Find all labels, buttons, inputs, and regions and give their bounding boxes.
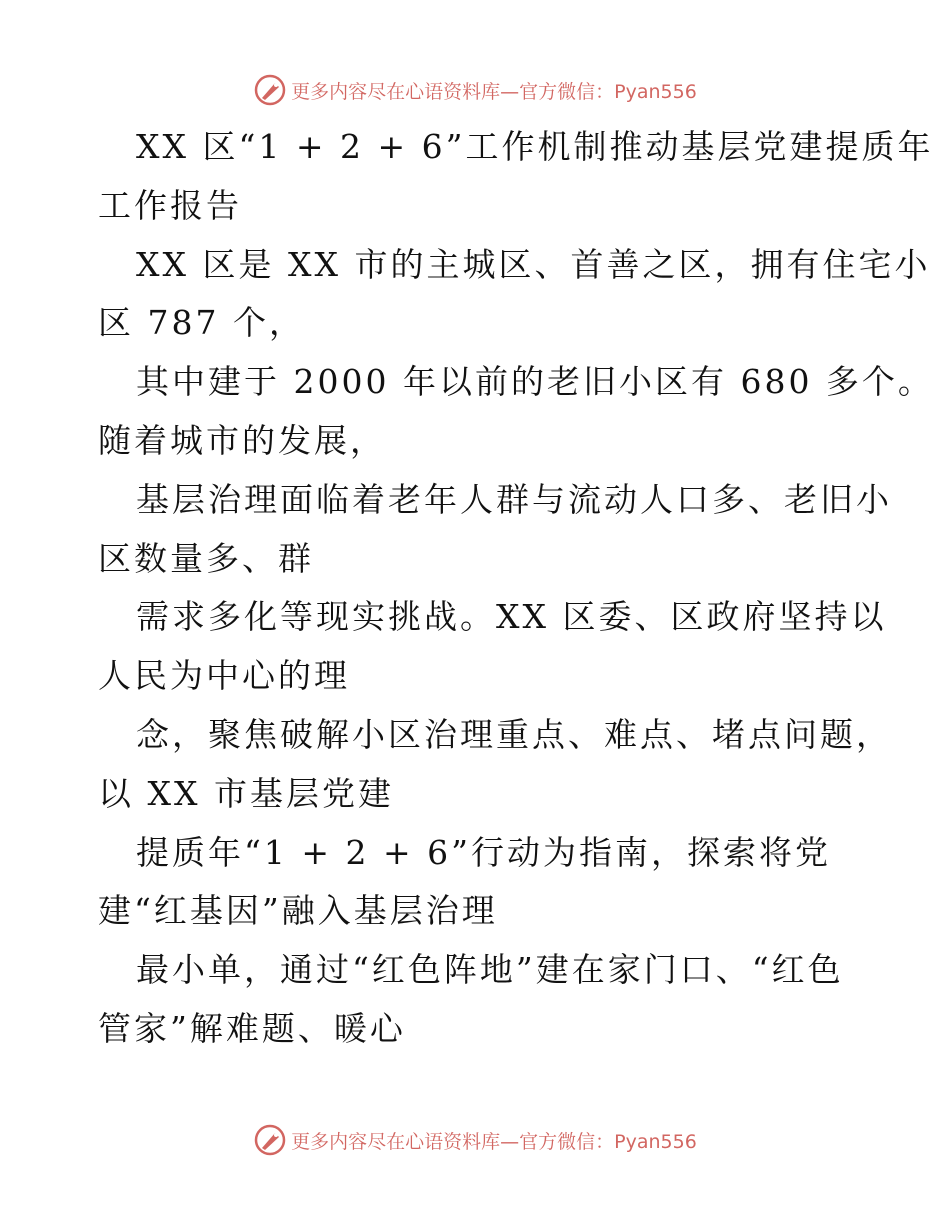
text-line: 随着城市的发展， — [98, 420, 386, 460]
text-line: 需求多化等现实挑战。XX 区委、区政府坚持以 — [136, 597, 887, 637]
text-line: 以 XX 市基层党建 — [98, 773, 394, 813]
text-line: 工作报告 — [98, 185, 242, 225]
text-line: 区 787 个， — [98, 303, 305, 343]
footer-watermark — [0, 1120, 950, 1160]
header-watermark — [0, 70, 950, 110]
text-line: 建“红基因”融入基层治理 — [98, 891, 498, 931]
pen-nib-logo-icon — [253, 1123, 287, 1157]
text-line: 管家”解难题、暖心 — [98, 1008, 406, 1048]
text-line: 区数量多、群 — [98, 538, 314, 578]
pen-nib-logo-icon — [253, 73, 287, 107]
text-line: 念，聚焦破解小区治理重点、难点、堵点问题， — [136, 714, 892, 754]
watermark-text: 更多内容尽在心语资料库—官方微信：Pyan556 — [291, 80, 697, 103]
text-line: 其中建于 2000 年以前的老旧小区有 680 多个。 — [136, 362, 934, 402]
text-line: XX 区“1 + 2 + 6”工作机制推动基层党建提质年 — [136, 127, 934, 166]
text-line: 人民为中心的理 — [98, 656, 350, 696]
watermark-text: 更多内容尽在心语资料库—官方微信：Pyan556 — [291, 1130, 697, 1153]
text-line: 最小单，通过“红色阵地”建在家门口、“红色 — [136, 950, 844, 990]
text-line: 基层治理面临着老年人群与流动人口多、老旧小 — [136, 479, 892, 519]
text-line: 提质年“1 + 2 + 6”行动为指南，探索将党 — [136, 832, 831, 872]
text-line: XX 区是 XX 市的主城区、首善之区，拥有住宅小 — [136, 244, 931, 284]
document-body — [98, 118, 934, 1059]
